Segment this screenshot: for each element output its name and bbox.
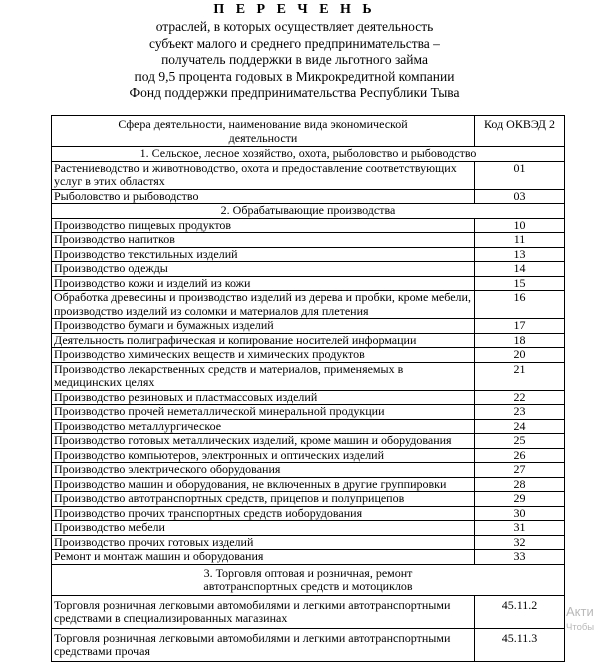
activity-name: Производство прочих готовых изделий (52, 535, 475, 550)
table-row (52, 535, 565, 550)
activity-name: Производство прочих транспортных средств иоборудования (52, 506, 475, 521)
table-row (52, 434, 565, 449)
watermark-line: Чтобы (566, 622, 594, 633)
okved-code: 11 (475, 233, 565, 248)
table-row (52, 262, 565, 277)
table-row (52, 276, 565, 291)
okved-code: 20 (475, 348, 565, 363)
table-row (52, 595, 565, 628)
okved-code: 03 (475, 189, 565, 204)
table-row (52, 521, 565, 536)
document-title: П Е Р Е Ч Е Н Ь (213, 2, 376, 17)
okved-code: 17 (475, 319, 565, 334)
table-row (52, 233, 565, 248)
document-subtitle (0, 19, 589, 102)
table-row (52, 477, 565, 492)
activity-name: Производство прочей неметаллической минеральной продукции (52, 405, 475, 420)
table-row (52, 419, 565, 434)
okved-code: 24 (475, 419, 565, 434)
activity-name: Производство напитков (52, 233, 475, 248)
okved-code: 28 (475, 477, 565, 492)
okved-code: 10 (475, 218, 565, 233)
table-row (52, 218, 565, 233)
activity-name: Производство металлургическое (52, 419, 475, 434)
activity-name: Торговля розничная легковыми автомобилями и легкими автотранспортными средствами прочая (52, 628, 475, 661)
header-activity: Сфера деятельности, наименование вида экономической деятельности (52, 116, 475, 147)
activity-name: Обработка древесины и производство изделий из дерева и пробки, кроме мебели, производство изделий из соломки и материалов для плетения (52, 291, 475, 319)
table-row (52, 348, 565, 363)
activity-name: Ремонт и монтаж машин и оборудования (52, 550, 475, 565)
table-header-row (52, 116, 565, 147)
section-row (52, 564, 565, 595)
table-row (52, 390, 565, 405)
okved-code: 21 (475, 362, 565, 390)
subtitle-line: отраслей, в которых осуществляет деятельность (155, 19, 434, 34)
activation-watermark (566, 604, 594, 636)
okved-code: 32 (475, 535, 565, 550)
activity-name: Производство готовых металлических изделий, кроме машин и оборудования (52, 434, 475, 449)
okved-code: 13 (475, 247, 565, 262)
okved-code: 45.11.3 (475, 628, 565, 661)
okved-code: 27 (475, 463, 565, 478)
okved-code: 31 (475, 521, 565, 536)
subtitle-line: получатель поддержки в виде льготного займа (161, 52, 428, 68)
activity-name: Производство пищевых продуктов (52, 218, 475, 233)
table-row (52, 628, 565, 661)
okved-code: 14 (475, 262, 565, 277)
activity-name: Производство кожи и изделий из кожи (52, 276, 475, 291)
subtitle-line: субъект малого и среднего предпринимательства – (149, 35, 440, 51)
table-row (52, 291, 565, 319)
table-row (52, 247, 565, 262)
okved-code: 25 (475, 434, 565, 449)
okved-code: 45.11.2 (475, 595, 565, 628)
watermark-line: Акти (566, 604, 594, 619)
activity-name: Производство машин и оборудования, не включенных в другие группировки (52, 477, 475, 492)
table-row (52, 550, 565, 565)
okved-code: 15 (475, 276, 565, 291)
table-row (52, 189, 565, 204)
activity-name: Производство автотранспортных средств, прицепов и полуприцепов (52, 492, 475, 507)
section-title: 3. Торговля оптовая и розничная, ремонт автотранспортных средств и мотоциклов (52, 564, 565, 595)
activity-name: Производство лекарственных средств и материалов, применяемых в медицинских целях (52, 362, 475, 390)
activity-name: Деятельность полиграфическая и копирование носителей информации (52, 333, 475, 348)
okved-code: 22 (475, 390, 565, 405)
table-row (52, 448, 565, 463)
activity-name: Растениеводство и животноводство, охота и предоставление соответствующих услуг в этих областях (52, 161, 475, 189)
table-row (52, 463, 565, 478)
section-row (52, 204, 565, 219)
activity-name: Производство текстильных изделий (52, 247, 475, 262)
activity-name: Производство химических веществ и химических продуктов (52, 348, 475, 363)
okved-code: 01 (475, 161, 565, 189)
table-row (52, 492, 565, 507)
table-row (52, 161, 565, 189)
activities-table (51, 115, 565, 662)
header-code: Код ОКВЭД 2 (475, 116, 565, 147)
okved-code: 23 (475, 405, 565, 420)
subtitle-line: Фонд поддержки предпринимательства Республики Тыва (129, 85, 460, 101)
activity-name: Рыболовство и рыбоводство (52, 189, 475, 204)
section-row (52, 147, 565, 162)
activity-name: Производство одежды (52, 262, 475, 277)
activity-name: Производство электрического оборудования (52, 463, 475, 478)
table-row (52, 362, 565, 390)
okved-code: 18 (475, 333, 565, 348)
section-title: 1. Сельское, лесное хозяйство, охота, рыболовство и рыбоводство (52, 147, 565, 162)
table-row (52, 319, 565, 334)
table-row (52, 506, 565, 521)
activity-name: Производство компьютеров, электронных и оптических изделий (52, 448, 475, 463)
subtitle-line: под 9,5 процента годовых в Микрокредитной компании (134, 68, 455, 84)
activity-name: Торговля розничная легковыми автомобилями и легкими автотранспортными средствами в специализированных магазинах (52, 595, 475, 628)
okved-code: 30 (475, 506, 565, 521)
section-title: 2. Обрабатывающие производства (52, 204, 565, 219)
activity-name: Производство мебели (52, 521, 475, 536)
table-row (52, 333, 565, 348)
table-row (52, 405, 565, 420)
okved-code: 26 (475, 448, 565, 463)
activity-name: Производство резиновых и пластмассовых изделий (52, 390, 475, 405)
activity-name: Производство бумаги и бумажных изделий (52, 319, 475, 334)
okved-code: 16 (475, 291, 565, 319)
okved-code: 33 (475, 550, 565, 565)
okved-code: 29 (475, 492, 565, 507)
